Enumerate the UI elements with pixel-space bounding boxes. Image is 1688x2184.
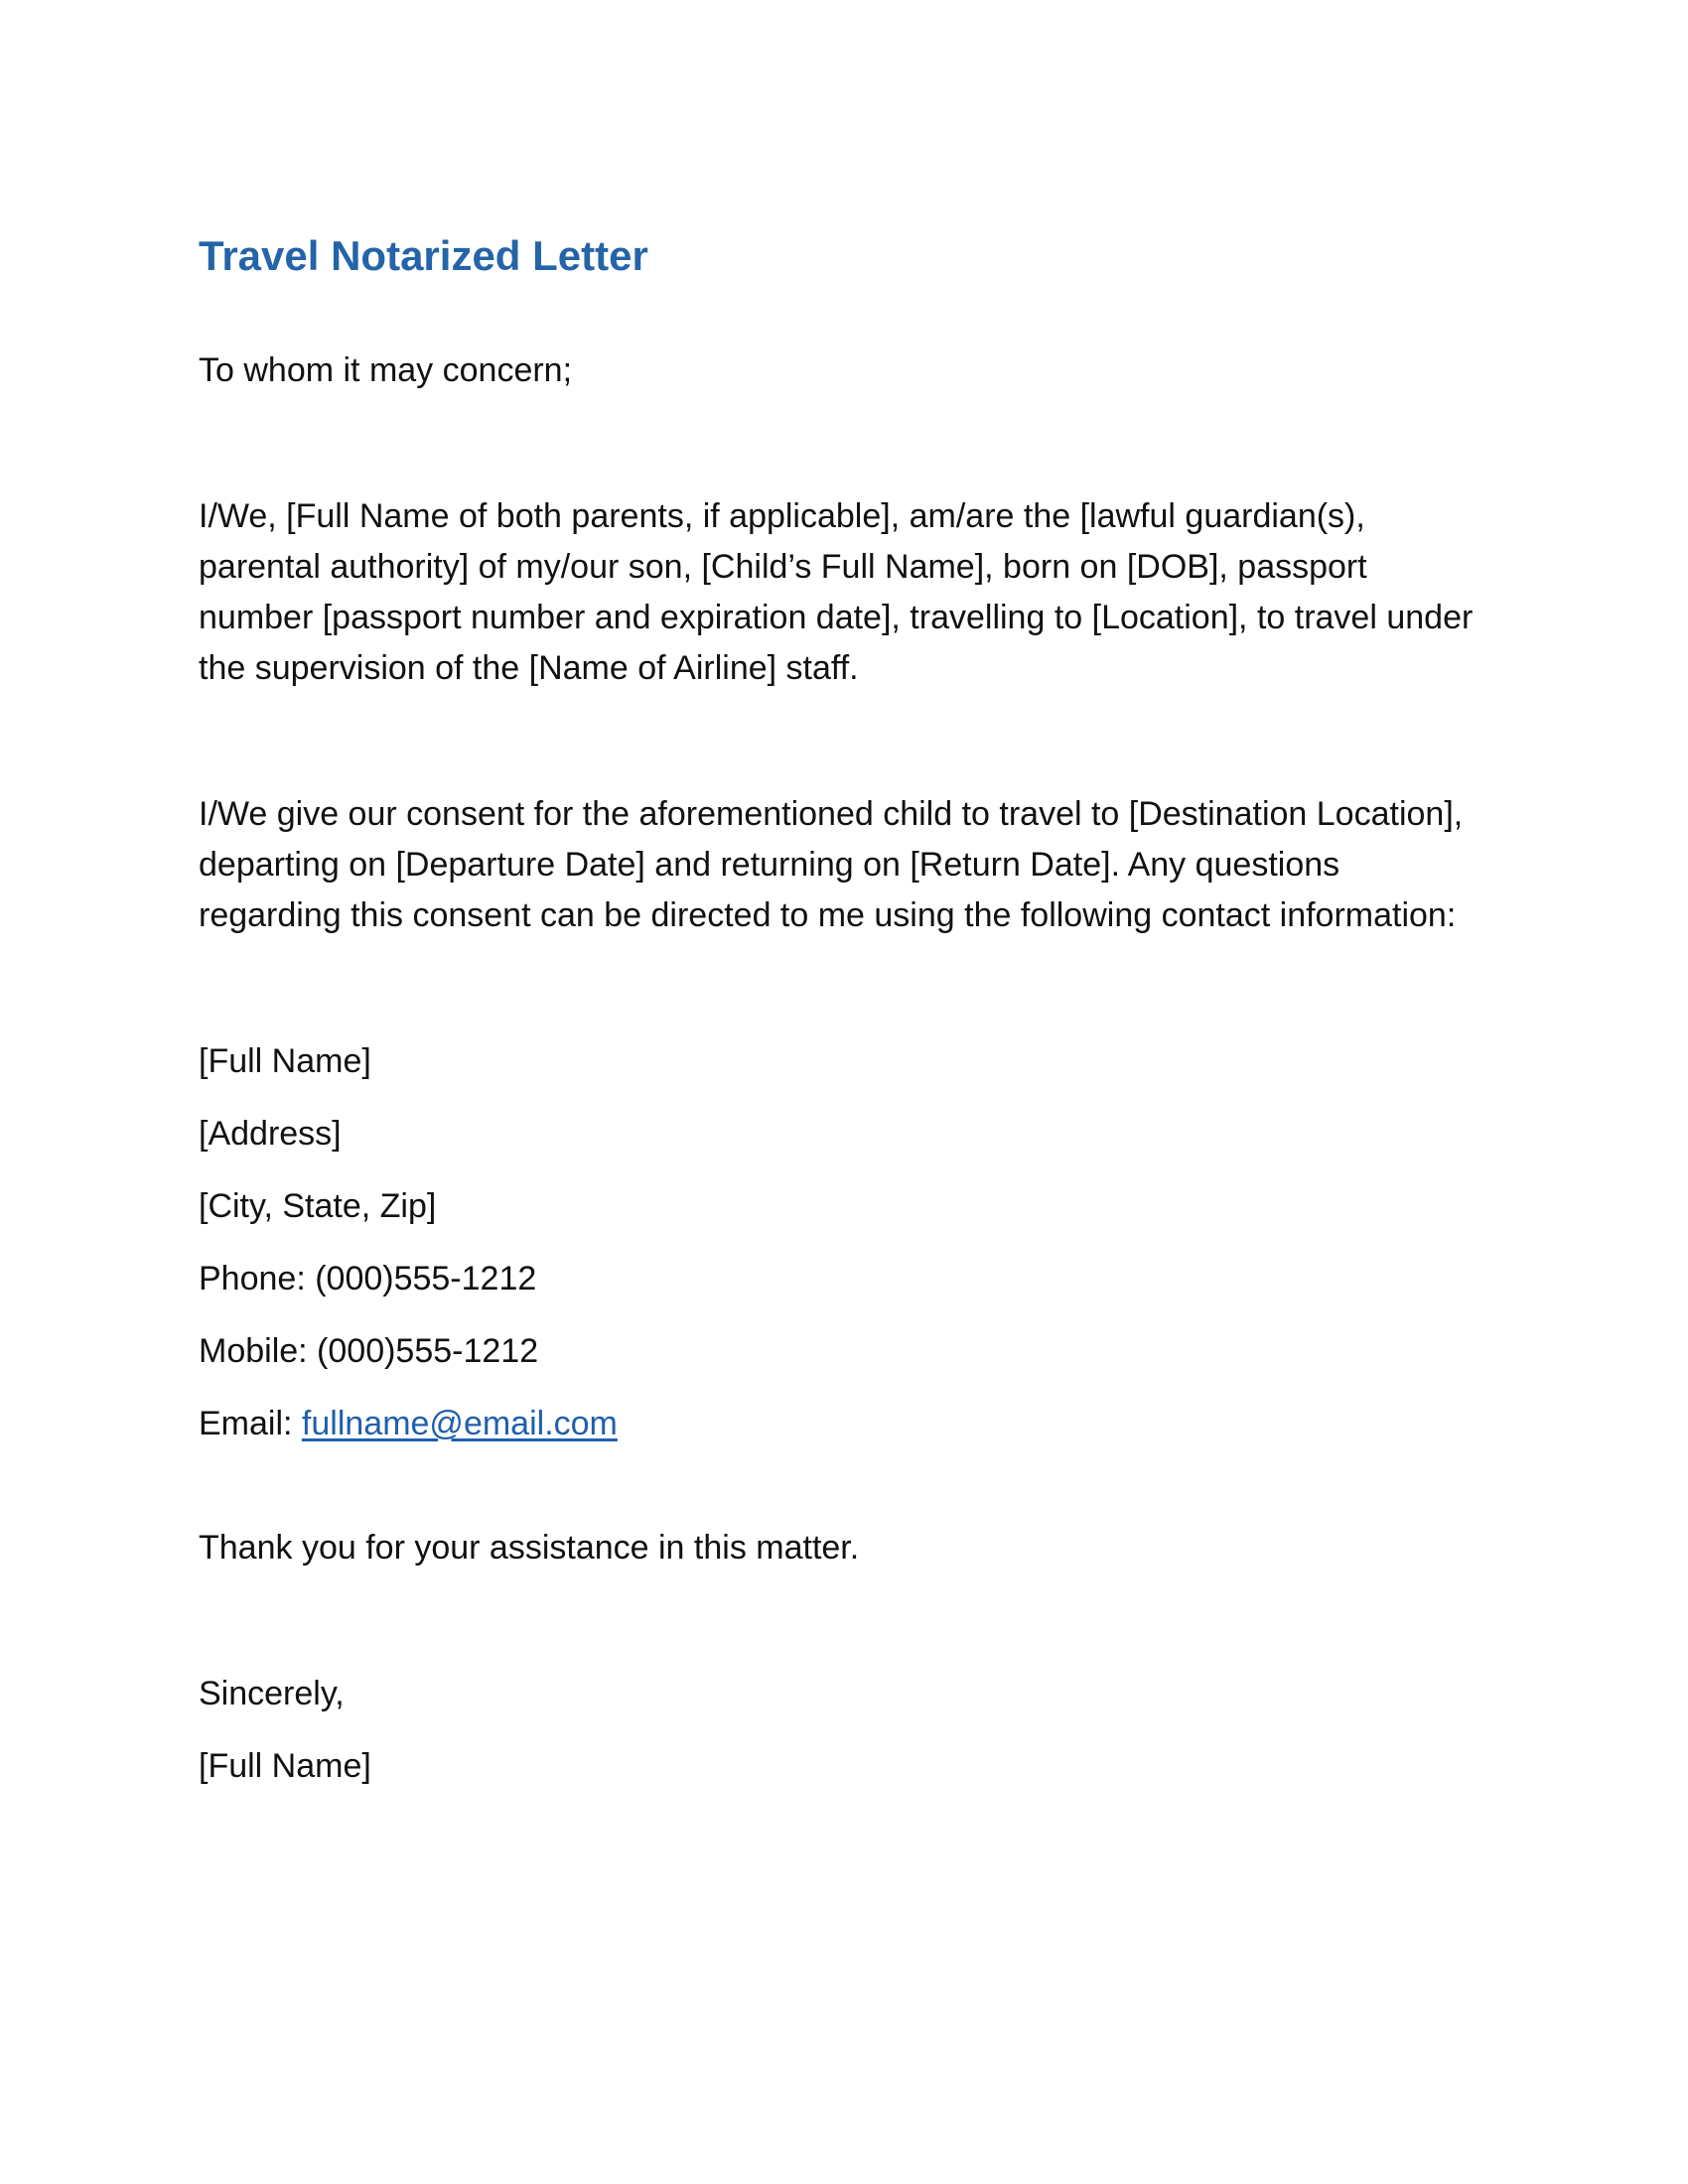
contact-full-name: [Full Name]: [199, 1042, 371, 1080]
contact-mobile: Mobile: (000)555-1212: [199, 1332, 539, 1370]
contact-email-line: [199, 1399, 1489, 1449]
contact-phone: Phone: (000)555-1212: [199, 1260, 537, 1297]
closing: Sincerely,: [199, 1675, 345, 1712]
contact-email-label: Email:: [199, 1405, 302, 1442]
signature-name: [Full Name]: [199, 1747, 371, 1785]
thanks-line: Thank you for your assistance in this matter.: [199, 1529, 860, 1567]
email-link[interactable]: fullname@email.com: [301, 1405, 618, 1442]
contact-block: [199, 1036, 1489, 1449]
paragraph-guardian-statement: I/We, [Full Name of both parents, if applicable], am/are the [lawful guardian(s), parental authority] of my/our son, [Child’s Full Name], born on [DOB], passport number [passport number and expiration date], travelling to [Location], to travel under the supervision of the [Name of Airline] staff.: [199, 497, 1474, 687]
contact-address: [Address]: [199, 1115, 342, 1153]
salutation: To whom it may concern;: [199, 351, 573, 389]
contact-city-state-zip: [City, State, Zip]: [199, 1187, 437, 1225]
letter-page: [199, 226, 1489, 1792]
document-title: Travel Notarized Letter: [199, 232, 648, 279]
paragraph-consent: I/We give our consent for the aforementioned child to travel to [Destination Location], departing on [Departure Date] and returning on [Return Date]. Any questions regarding this consent can be directed to me using the following contact information:: [199, 795, 1464, 934]
